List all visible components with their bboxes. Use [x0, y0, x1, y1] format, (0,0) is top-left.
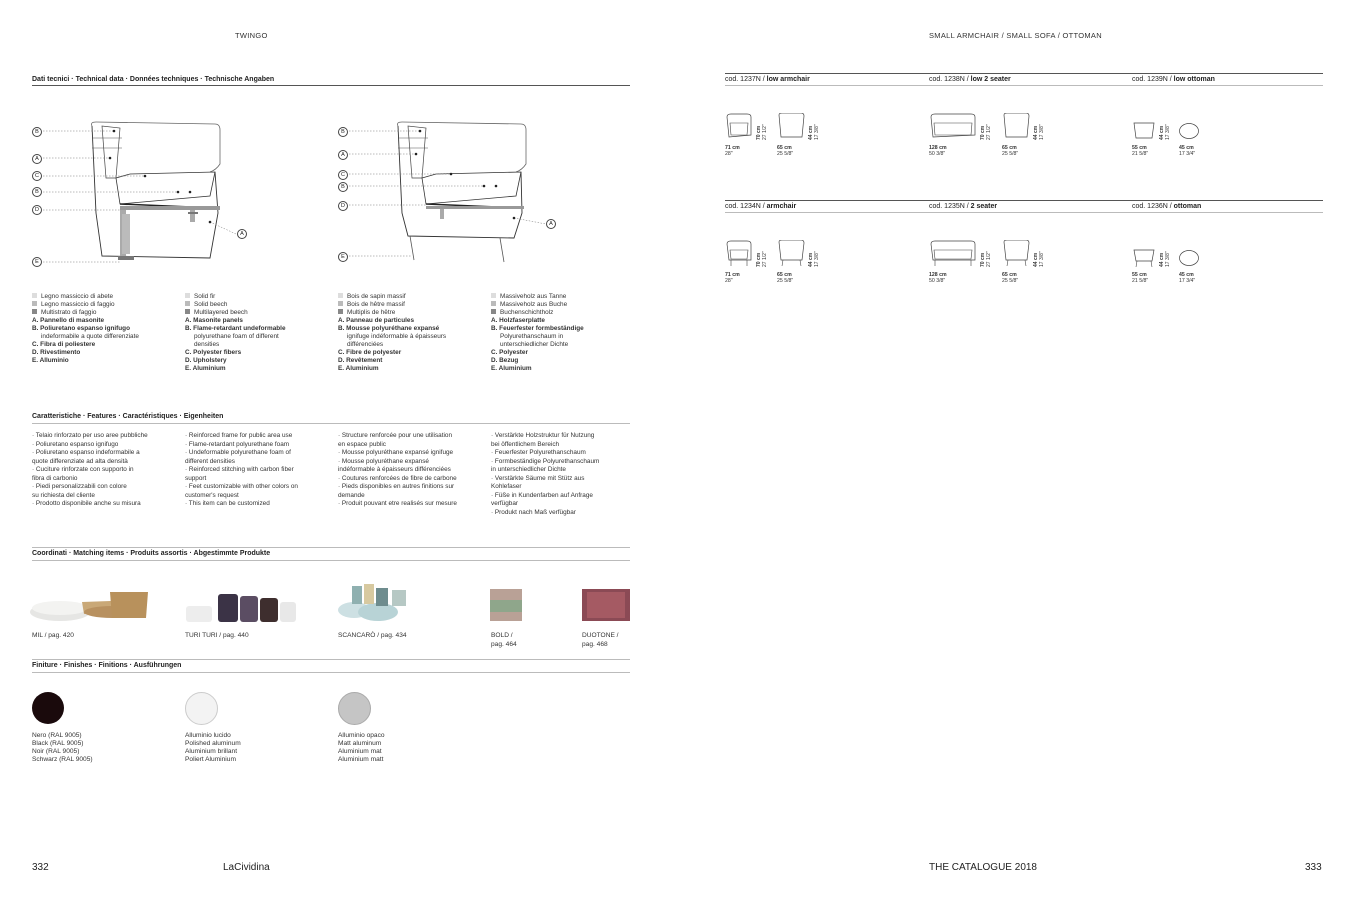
matching-rule: [32, 560, 630, 561]
diagram1-label-a: A: [32, 154, 42, 164]
scancaro-product-image: [336, 582, 416, 626]
ottoman-top-view: [1179, 249, 1201, 267]
low-armchair-section-diagram: [30, 118, 250, 268]
finish-swatch-matt-aluminum: [338, 692, 371, 725]
armchair-front-view: [725, 240, 755, 268]
finish-swatch-black: [32, 692, 64, 724]
finish-label-black: Nero (RAL 9005) Black (RAL 9005) Noir (RAL 9005) Schwarz (RAL 9005): [32, 732, 93, 763]
low-armchair-front-view: [725, 113, 755, 141]
ottoman-front-view: [1132, 248, 1158, 270]
product-title-1238n: cod. 1238N / low 2 seater: [929, 76, 1011, 83]
dim-1234n-height: 70 cm 27 1/2": [756, 251, 768, 267]
legend-german: Massiveholz aus Tanne Massiveholz aus Buche Buchenschichtholz A. Holzfaserplatte B. Feuerfester formbeständige Polyurethanschaum in unterschiedlicher Dichte C. Polyester D. Bezug E. Aluminium: [491, 293, 584, 372]
diagram1-label-d: D: [32, 205, 42, 215]
features-english: · Reinforced frame for public area use · Flame-retardant polyurethane foam · Undeformable polyurethane foam of different densities · Reinforced stitching with carbon fiber support · Feet customizable with other colors on customer's request · This item can be customized: [185, 432, 298, 507]
finishes-title: Finiture · Finishes · Finitions · Ausführungen: [32, 662, 182, 669]
dim-1238n-width: 128 cm 50 3/8": [929, 145, 947, 157]
product-title-1234n: cod. 1234N / armchair: [725, 203, 797, 210]
dim-1235n-width: 128 cm 50 3/8": [929, 272, 947, 284]
codes-rule-2: [725, 212, 1323, 213]
matching-caption-turi-turi: TURI TURI / pag. 440: [185, 632, 249, 639]
diagram2-label-e: E: [338, 252, 348, 262]
diagram2-label-a2: A: [546, 219, 556, 229]
technical-rule: [32, 85, 630, 86]
matching-caption-scancaro: SCANCARÒ / pag. 434: [338, 632, 407, 639]
diagram1-label-c: C: [32, 171, 42, 181]
page-number-right: 333: [1305, 862, 1322, 873]
dim-1239n-width: 55 cm 21 5/8": [1132, 145, 1149, 157]
turi-turi-product-image: [182, 590, 302, 626]
finish-label-matt: Alluminio opaco Matt aluminum Aluminium mat Aluminium matt: [338, 732, 385, 763]
technical-title: Dati tecnici · Technical data · Données techniques · Technische Angaben: [32, 76, 275, 83]
dim-1239n-height: 44 cm 17 3/8": [1159, 124, 1171, 140]
dim-1235n-seat: 44 cm 17 3/8": [1033, 251, 1045, 267]
duotone-product-image: [581, 588, 631, 622]
dim-1239n-depth: 45 cm 17 3/4": [1179, 145, 1196, 157]
legend-french: Bois de sapin massif Bois de hêtre massif Multiplis de hêtre A. Panneau de particules B. Mousse polyuréthane expansé ignifuge indéformable à épaisseurs différenciées C. Fibre de polyester D. Revêtement E. Aluminium: [338, 293, 447, 372]
features-italian: · Telaio rinforzato per uso aree pubbliche · Poliuretano espanso ignifugo · Poliuretano espanso indeformabile a quote differenziate ad alta densità · Cuciture rinforzate con supporto in fibra di carbonio · Piedi personalizzabili con colore su richiesta del cliente · Prodotto disponibile anche su misura: [32, 432, 148, 507]
product-title-1235n: cod. 1235N / 2 seater: [929, 203, 998, 210]
diagram2-label-c: C: [338, 170, 348, 180]
left-header: TWINGO: [235, 31, 268, 40]
dim-1234n-depth: 65 cm 25 5/8": [777, 272, 794, 284]
features-title: Caratteristiche · Features · Caractéristiques · Eigenheiten: [32, 413, 224, 420]
diagram1-label-b2: B: [32, 187, 42, 197]
low-2-seater-front-view: [929, 113, 977, 141]
diagram2-label-d: D: [338, 201, 348, 211]
dim-1236n-width: 55 cm 21 5/8": [1132, 272, 1149, 284]
low-2-seater-side-view: [1002, 113, 1032, 141]
finish-label-polished: Alluminio lucido Polished aluminum Aluminium brillant Poliert Aluminium: [185, 732, 241, 763]
features-french: · Structure renforcée pour une utilisation en espace public · Mousse polyuréthane expansé ignifuge · Mousse polyuréthane expansé indéformable à épaisseurs différenciées · Coutures renforcées de fibre de carbone · Pieds disponibles en autres finitions sur demande · Produit pouvant etre realisés sur mesure: [338, 432, 457, 507]
dim-1237n-width: 71 cm 28": [725, 145, 740, 157]
catalogue-title: THE CATALOGUE 2018: [929, 862, 1037, 873]
codes-rule-mid: [725, 200, 1323, 201]
mil-product-image: [30, 582, 150, 626]
product-title-1236n: cod. 1236N / ottoman: [1132, 203, 1202, 210]
dim-1238n-height: 70 cm 27 1/2": [980, 124, 992, 140]
finishes-rule-top: [32, 659, 630, 660]
diagram2-label-b: B: [338, 127, 348, 137]
legend-english: Solid fir Solid beech Multilayered beech A. Masonite panels B. Flame-retardant undeformable polyurethane foam of different densities C. Polyester fibers D. Upholstery E. Aluminium: [185, 293, 286, 372]
low-armchair-side-view: [777, 113, 807, 141]
diagram2-label-a: A: [338, 150, 348, 160]
armchair-section-diagram: [336, 118, 556, 268]
low-ottoman-top-view: [1179, 122, 1201, 140]
diagram2-label-b2: B: [338, 182, 348, 192]
dim-1235n-depth: 65 cm 25 5/8": [1002, 272, 1019, 284]
legend-italian: Legno massiccio di abete Legno massiccio di faggio Multistrato di faggio A. Pannello di masonite B. Poliuretano espanso ignifugo indeformabile a quote differenziate C. Fibra di poliestere D. Rivestimento E. Alluminio: [32, 293, 139, 364]
diagram1-label-b: B: [32, 127, 42, 137]
right-header: SMALL ARMCHAIR / SMALL SOFA / OTTOMAN: [929, 31, 1102, 40]
dim-1234n-seat: 44 cm 17 3/8": [808, 251, 820, 267]
dim-1234n-width: 71 cm 28": [725, 272, 740, 284]
low-ottoman-front-view: [1132, 120, 1158, 142]
product-title-1239n: cod. 1239N / low ottoman: [1132, 76, 1215, 83]
dim-1238n-depth: 65 cm 25 5/8": [1002, 145, 1019, 157]
product-title-1237n: cod. 1237N / low armchair: [725, 76, 810, 83]
2-seater-side-view: [1002, 240, 1032, 268]
diagram1-label-e: E: [32, 257, 42, 267]
matching-caption-mil: MIL / pag. 420: [32, 632, 74, 639]
dim-1237n-seat: 44 cm 17 3/8": [808, 124, 820, 140]
features-rule: [32, 423, 630, 424]
codes-rule-top: [725, 73, 1323, 74]
dim-1236n-depth: 45 cm 17 3/4": [1179, 272, 1196, 284]
2-seater-front-view: [929, 240, 977, 268]
finishes-rule: [32, 672, 630, 673]
dim-1238n-seat: 44 cm 17 3/8": [1033, 124, 1045, 140]
brand-name: LaCividina: [223, 862, 270, 873]
armchair-side-view: [777, 240, 807, 268]
bold-product-image: [489, 588, 523, 622]
dim-1236n-height: 44 cm 17 3/8": [1159, 251, 1171, 267]
finish-swatch-polished-aluminum: [185, 692, 218, 725]
dim-1237n-depth: 65 cm 25 5/8": [777, 145, 794, 157]
diagram1-label-a2: A: [237, 229, 247, 239]
page-number-left: 332: [32, 862, 49, 873]
codes-rule-1: [725, 85, 1323, 86]
features-german: · Verstärkte Holzstruktur für Nutzung bei öffentlichem Bereich · Feuerfester Polyurethanschaum · Formbeständige Polyurethanschaum in unterschiedlicher Dichte · Verstärkte Säume mit Stütz aus Kohlefaser · Füße in Kundenfarben auf Anfrage verfügbar · Produkt nach Maß verfügbar: [491, 432, 600, 516]
matching-caption-duotone: DUOTONE / pag. 468: [582, 632, 619, 648]
dim-1235n-height: 70 cm 27 1/2": [980, 251, 992, 267]
dim-1237n-height: 70 cm 27 1/2": [756, 124, 768, 140]
matching-caption-bold: BOLD / pag. 464: [491, 632, 517, 648]
matching-rule-top: [32, 547, 630, 548]
matching-title: Coordinati · Matching items · Produits assortis · Abgestimmte Produkte: [32, 550, 271, 557]
